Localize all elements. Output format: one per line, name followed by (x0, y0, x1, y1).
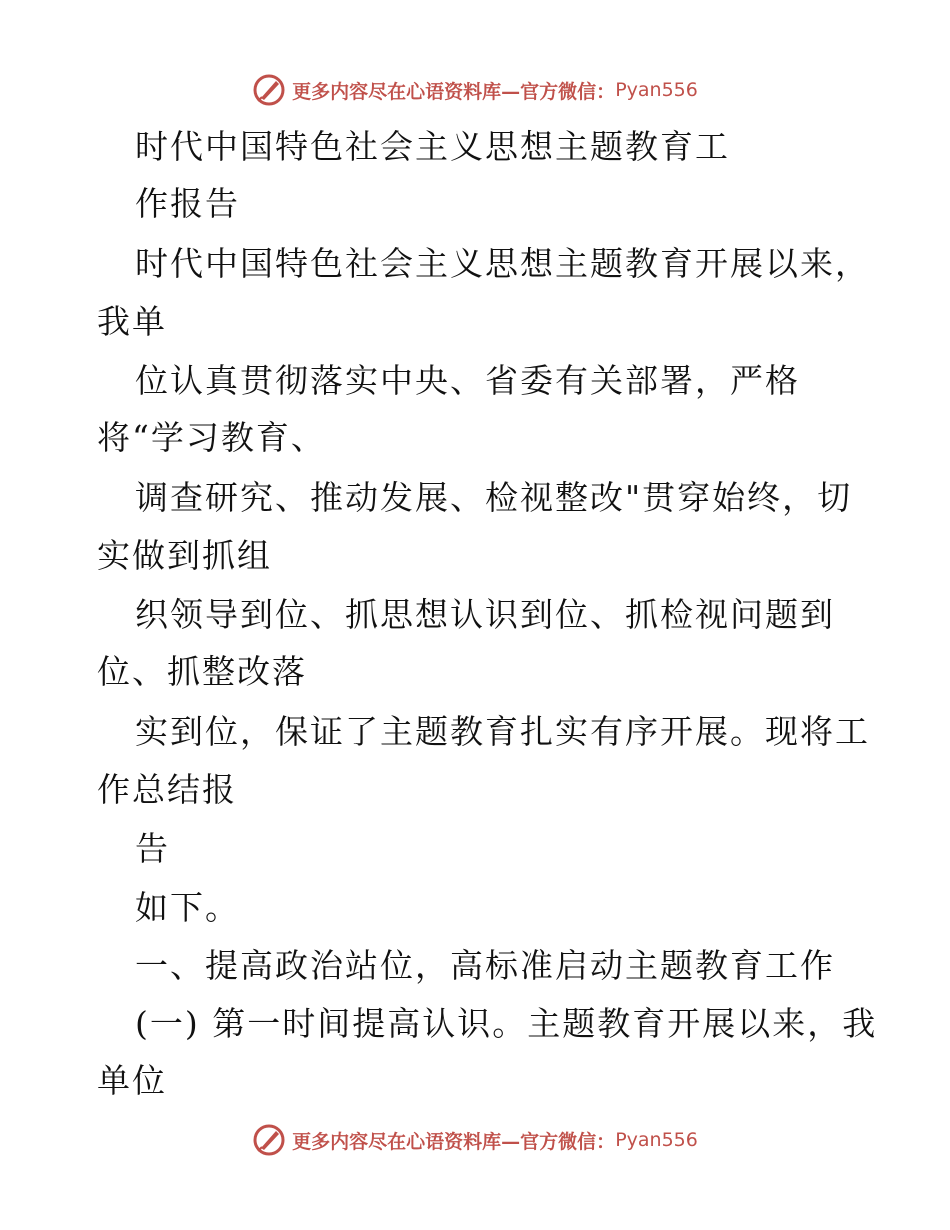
text-line: 单位 (97, 1061, 167, 1100)
text-line: 实到位，保证了主题教育扎实有序开展。现将工 (135, 712, 870, 751)
wechat-label: 官方微信： (520, 1130, 616, 1153)
text-line: 作总结报 (97, 770, 237, 809)
header-watermark-banner (0, 70, 950, 110)
wechat-id: Pyan556 (615, 1129, 698, 1151)
site-text: 更多内容尽在心语资料库— (292, 1130, 521, 1153)
text-line: 位、抓整改落 (97, 652, 307, 691)
wechat-label: 官方微信： (520, 80, 616, 103)
text-line: 我单 (97, 302, 167, 341)
text-line: 作报告 (135, 184, 240, 223)
text-line: 织领导到位、抓思想认识到位、抓检视问题到 (135, 595, 835, 634)
text-line: 将“学习教育、 (97, 418, 326, 457)
text-line: 实做到抓组 (97, 536, 272, 575)
site-text: 更多内容尽在心语资料库— (292, 80, 521, 103)
text-line: (一) 第一时间提高认识。主题教育开展以来，我 (135, 1004, 878, 1043)
wechat-id: Pyan556 (615, 79, 698, 101)
text-line: 位认真贯彻落实中央、省委有关部署，严格 (135, 361, 800, 400)
text-line: 时代中国特色社会主义思想主题教育工 (135, 127, 730, 166)
text-line: 时代中国特色社会主义思想主题教育开展以来， (135, 244, 870, 283)
footer-watermark-banner (0, 1120, 950, 1160)
text-line: 调查研究、推动发展、检视整改"贯穿始终，切 (135, 478, 853, 517)
text-line: 告 (135, 829, 170, 868)
quill-logo-icon (252, 73, 286, 107)
quill-logo-icon (252, 1123, 286, 1157)
text-line: 如下。 (135, 888, 240, 927)
text-line: 一、提高政治站位，高标准启动主题教育工作 (135, 946, 835, 985)
